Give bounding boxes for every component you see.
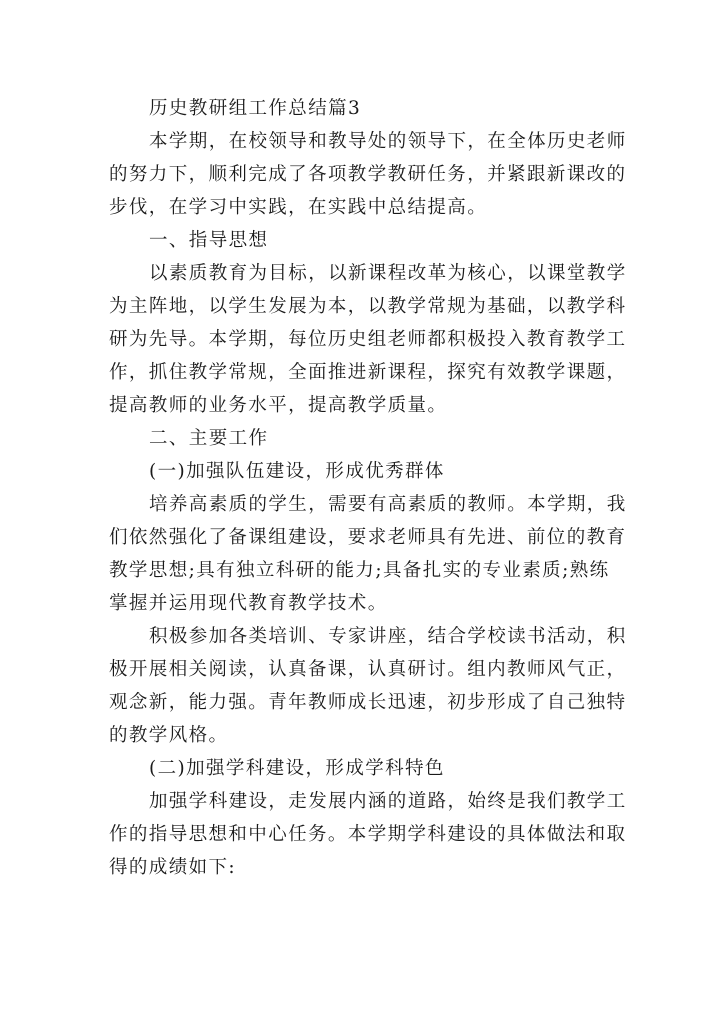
- paragraph-line: 的教学风格。: [109, 725, 229, 746]
- paragraph-subject: [109, 785, 629, 884]
- sub-heading-team-building: (一)加强队伍建设，形成优秀群体: [149, 461, 445, 482]
- paragraph-line: 步伐，在学习中实践，在实践中总结提高。: [109, 197, 488, 218]
- paragraph-team-2: [109, 620, 629, 752]
- paragraph-line: 们依然强化了备课组建设，要求老师具有先进、前位的教育: [109, 527, 627, 548]
- paragraph-guiding: [109, 257, 629, 422]
- paragraph-line: 教学思想;具有独立科研的能力;具备扎实的专业素质;熟练: [109, 560, 610, 581]
- section-heading-main-work: 二、主要工作: [149, 428, 269, 449]
- paragraph-line: 观念新，能力强。青年教师成长迅速，初步形成了自己独特: [109, 692, 627, 713]
- paragraph-line: 作，抓住教学常规，全面推进新课程，探究有效教学课题，: [109, 362, 627, 383]
- paragraph-line: 以素质教育为目标，以新课程改革为核心，以课堂教学: [149, 263, 627, 284]
- paragraph-line: 得的成绩如下:: [109, 857, 237, 878]
- paragraph-team-1: [109, 488, 629, 620]
- document-title: 历史教研组工作总结篇3: [149, 98, 362, 119]
- document-body: [109, 92, 629, 884]
- paragraph-line: 积极参加各类培训、专家讲座，结合学校读书活动，积: [149, 626, 627, 647]
- sub-heading-subject-building: (二)加强学科建设，形成学科特色: [149, 758, 445, 779]
- paragraph-line: 加强学科建设，走发展内涵的道路，始终是我们教学工: [149, 791, 627, 812]
- paragraph-intro: [109, 125, 629, 224]
- paragraph-line: 提高教师的业务水平，提高教学质量。: [109, 395, 448, 416]
- paragraph-line: 极开展相关阅读，认真备课，认真研讨。组内教师风气正，: [109, 659, 627, 680]
- paragraph-line: 作的指导思想和中心任务。本学期学科建设的具体做法和取: [109, 824, 627, 845]
- paragraph-line: 为主阵地，以学生发展为本，以教学常规为基础，以教学科: [109, 296, 627, 317]
- paragraph-line: 本学期，在校领导和教导处的领导下，在全体历史老师: [149, 131, 627, 152]
- section-heading-guiding-ideology: 一、指导思想: [149, 230, 269, 251]
- paragraph-line: 研为先导。本学期，每位历史组老师都积极投入教育教学工: [109, 329, 627, 350]
- paragraph-line: 的努力下，顺利完成了各项教学教研任务，并紧跟新课改的: [109, 164, 627, 185]
- paragraph-line: 培养高素质的学生，需要有高素质的教师。本学期，我: [149, 494, 627, 515]
- paragraph-line: 掌握并运用现代教育教学技术。: [109, 593, 388, 614]
